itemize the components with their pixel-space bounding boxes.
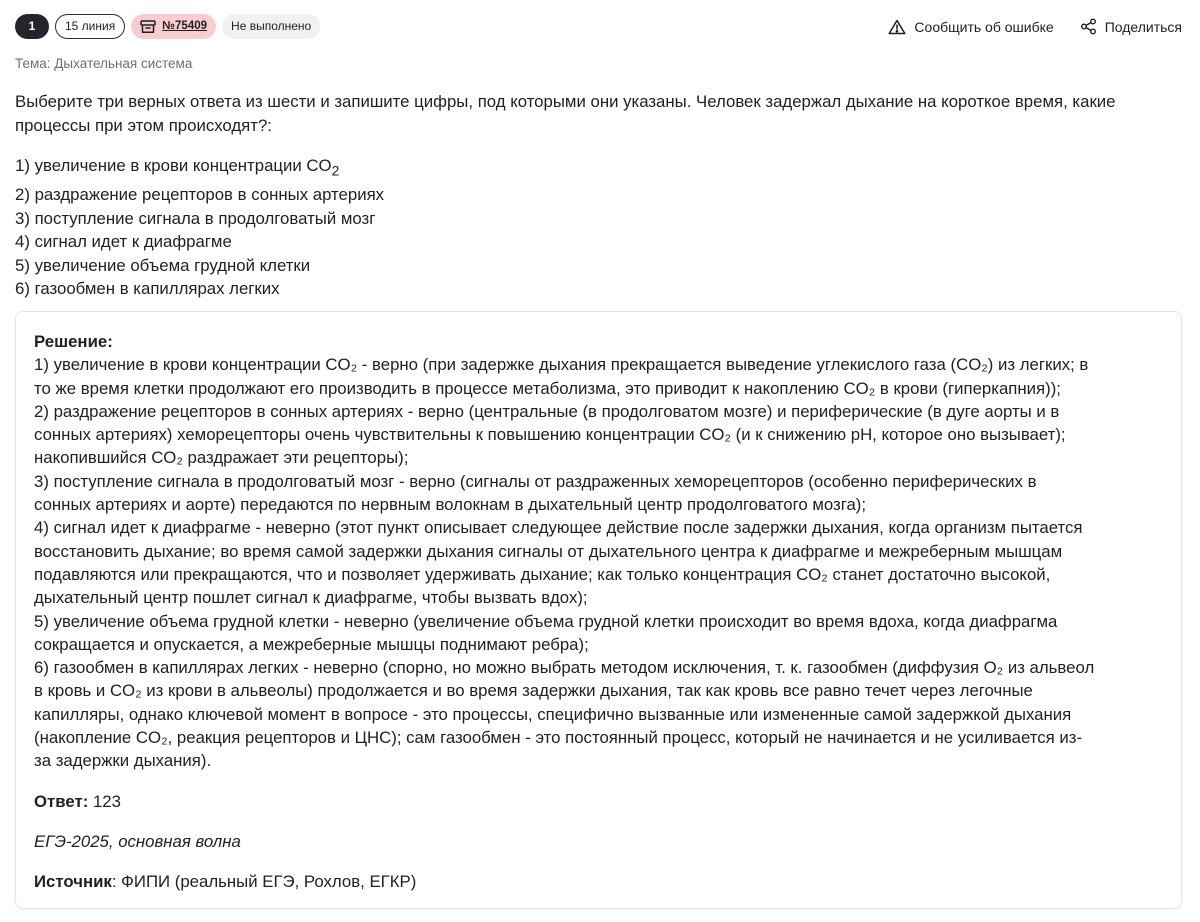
question-text: Выберите три верных ответа из шести и запишите цифры, под которыми они указаны. Человек задержал дыхание на короткое время, какие процессы при этом происходят?: xyxy=(15,92,1116,135)
solution-line: сонных артериях) хеморецепторы очень чувствительны к повышению концентрации CO₂ (и к снижению pH, которое оно вызывает); xyxy=(34,425,1066,445)
solution-line: (накопление CO₂, реакция рецепторов и ЦНС); сам газообмен - это постоянный процесс, который не начинается и не усиливается из- xyxy=(34,728,1083,748)
solution-line: 1) увеличение в крови концентрации CO₂ - верно (при задержке дыхания прекращается выведение углекислого газа (CO₂) из легких; в xyxy=(34,355,1089,375)
share-button[interactable] xyxy=(1080,18,1182,35)
solution-line: 5) увеличение объема грудной клетки - неверно (увеличение объема грудной клетки происходит во время вдоха, когда диафрагма xyxy=(34,611,1058,631)
option-item xyxy=(15,183,1175,207)
solution-line: восстановить дыхание; во время самой задержки дыхания сигналы от дыхательного центра к диафрагме и межреберным мышцам xyxy=(34,541,1063,561)
share-label: Поделиться xyxy=(1104,18,1182,35)
source-label: Источник xyxy=(34,871,112,891)
option-text: 1) увеличение в крови концентрации CO xyxy=(15,156,332,175)
solution-line: подавляются или прекращаются, что и позволяет удерживать дыхание; как только концентрация CO₂ станет достаточно высокой, xyxy=(34,564,1051,584)
option-item xyxy=(15,154,1175,183)
task-number-badge[interactable]: 1 xyxy=(15,14,49,39)
solution-panel xyxy=(15,311,1182,909)
source-row xyxy=(34,870,1163,893)
task-id-link[interactable]: №75409 xyxy=(162,20,208,32)
topic-label: Тема: Дыхательная система xyxy=(15,56,193,71)
solution-line: 6) газообмен в капиллярах легких - неверно (спорно, но можно выбрать методом исключения, т. к. газообмен (диффузия O₂ из альвеол xyxy=(34,658,1095,678)
warning-triangle-icon xyxy=(888,19,906,35)
exam-label: ЕГЭ-2025, основная волна xyxy=(34,831,241,851)
solution-line: накопившийся CO₂ раздражает эти рецепторы); xyxy=(34,448,409,468)
answer-options xyxy=(15,154,1175,301)
option-subscript: 2 xyxy=(331,162,340,179)
option-item xyxy=(15,207,1175,231)
solution-line: 3) поступление сигнала в продолговатый мозг - верно (сигналы от раздраженных хеморецепторов (особенно периферических в xyxy=(34,471,1037,491)
solution-line: 4) сигнал идет к диафрагме - неверно (этот пункт описывает следующее действие после задержки дыхания, когда организм пытается xyxy=(34,518,1083,538)
solution-line: капилляры, однако ключевой момент в вопросе - это процессы, специфично вызванные или измененные самой задержкой дыхания xyxy=(34,704,1072,724)
solution-body xyxy=(34,353,1163,772)
task-header xyxy=(15,13,1182,40)
solution-line: за задержки дыхания). xyxy=(34,751,212,771)
option-text: 5) увеличение объема грудной клетки xyxy=(15,255,311,275)
option-text: 3) поступление сигнала в продолговатый мозг xyxy=(15,208,376,228)
report-error-button[interactable] xyxy=(888,19,1053,35)
answer-value: 123 xyxy=(92,791,121,811)
option-item xyxy=(15,277,1175,301)
solution-line: сонных артериях и аорте) передаются по нервным волокнам в дыхательный центр продолговатого мозга); xyxy=(34,495,867,515)
option-item xyxy=(15,230,1175,254)
solution-line: то же время клетки продолжают его производить в процессе метаболизма, это приводит к накоплению CO₂ в крови (гиперкапния)); xyxy=(34,378,1061,398)
answer-row xyxy=(34,790,1163,813)
solution-line: в кровь и CO₂ из крови в альвеолы) продолжается и во время задержки дыхания, так как кровь все равно течет через легочные xyxy=(34,681,1033,701)
share-icon xyxy=(1080,18,1097,35)
report-error-label: Сообщить об ошибке xyxy=(914,18,1054,35)
answer-label: Ответ: xyxy=(34,791,89,811)
option-text: 2) раздражение рецепторов в сонных артериях xyxy=(15,184,385,204)
solution-line: дыхательный центр пошлет сигнал к диафрагме, чтобы вызвать вдох); xyxy=(34,588,588,608)
solution-line: сокращается и опускается, а межреберные мышцы поднимают ребра); xyxy=(34,634,589,654)
status-badge: Не выполнено xyxy=(222,14,320,39)
line-badge[interactable]: 15 линия xyxy=(55,14,125,39)
solution-line: 2) раздражение рецепторов в сонных артериях - верно (центральные (в продолговатом мозге) и периферические (в дуге аорты и в xyxy=(34,401,1060,421)
option-text: 4) сигнал идет к диафрагме xyxy=(15,232,232,252)
archive-box-icon xyxy=(140,20,156,34)
option-text: 6) газообмен в капиллярах легких xyxy=(15,279,280,299)
header-actions xyxy=(888,18,1182,35)
task-id-badge[interactable] xyxy=(131,14,216,39)
source-value: : ФИПИ (реальный ЕГЭ, Рохлов, ЕГКР) xyxy=(111,871,417,891)
solution-title: Решение: xyxy=(34,332,113,351)
task-badges xyxy=(15,14,320,39)
option-item xyxy=(15,254,1175,278)
